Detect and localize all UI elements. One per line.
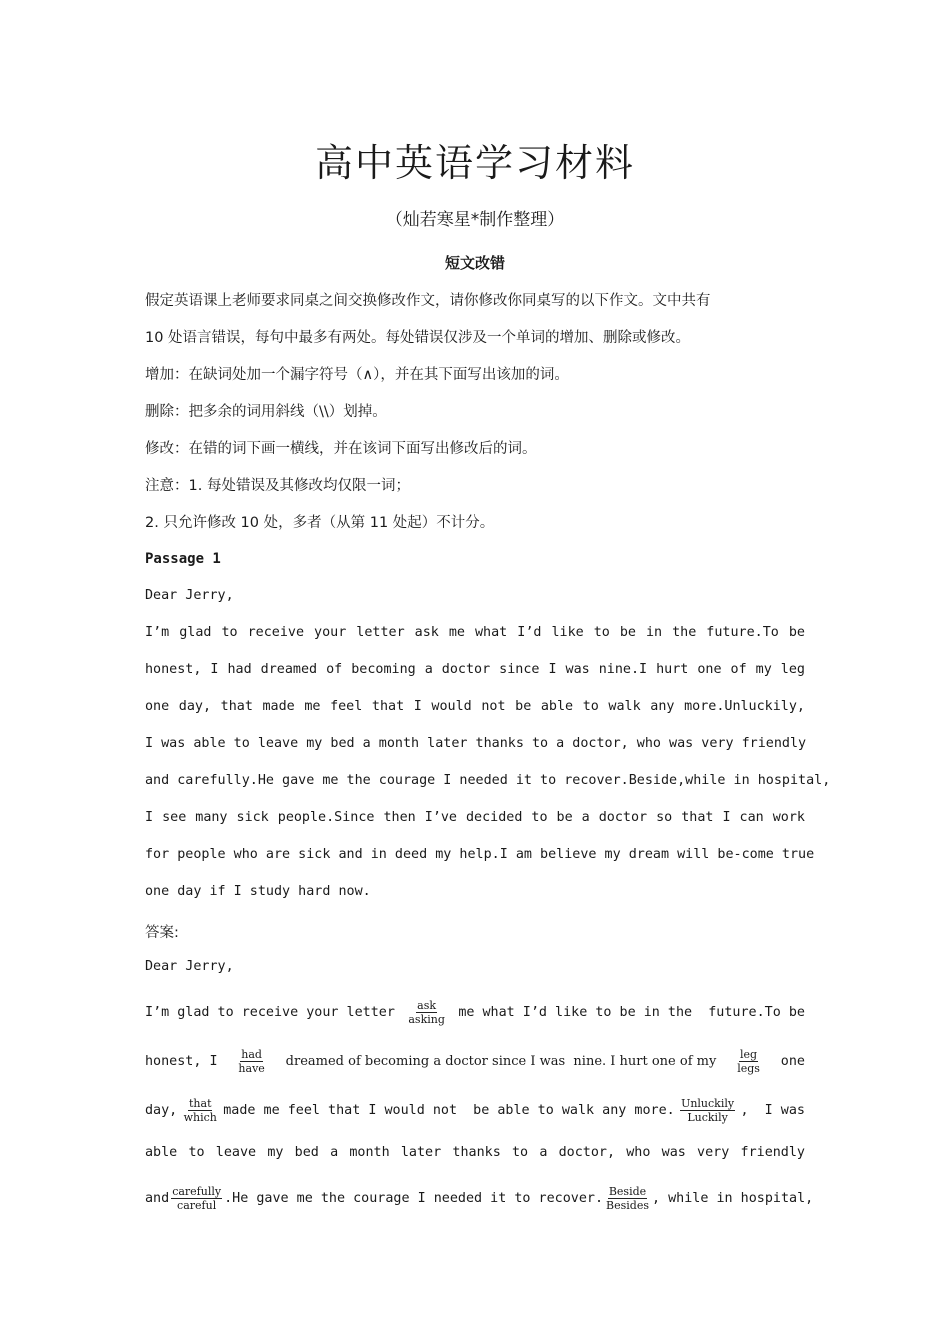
correction-right: asking — [408, 1012, 445, 1026]
correction — [183, 1097, 218, 1124]
passage-greeting: Dear Jerry, — [145, 588, 234, 603]
answer-label: 答案: — [145, 925, 179, 941]
correction-right: careful — [177, 1198, 217, 1212]
correction — [680, 1097, 735, 1124]
answer-text: , I was — [740, 1102, 805, 1118]
correction — [407, 999, 446, 1026]
passage-line: one day if I study hard now. — [145, 884, 371, 899]
page-subtitle: （灿若寒星*制作整理） — [385, 210, 565, 230]
correction-right: which — [183, 1110, 217, 1124]
answer-text: made me feel that I would not be able to walk any more. — [223, 1102, 675, 1118]
answer-line — [145, 1090, 805, 1130]
instruction-line: 2. 只允许修改 10 处，多者（从第 11 处起）不计分。 — [145, 515, 495, 531]
answer-text: honest, I — [145, 1053, 218, 1069]
passage-title: Passage 1 — [145, 551, 221, 567]
answer-line: able to leave my bed a month later thanks to a doctor, who was very friendly — [145, 1145, 805, 1160]
instruction-line: 注意：1. 每处错误及其修改均仅限一词； — [145, 478, 410, 494]
answer-line — [145, 1178, 814, 1218]
correction-wrong: carefully — [172, 1184, 222, 1198]
passage-line: one day, that made me feel that I would not be able to walk any more.Unluckily, — [145, 699, 805, 714]
correction-right: legs — [737, 1061, 760, 1075]
correction-wrong: Unluckily — [681, 1096, 735, 1110]
correction-wrong: had — [241, 1047, 262, 1061]
answer-text: , while in hospital, — [651, 1190, 814, 1206]
answer-text: me what I’d like to be in the future.To be — [458, 1004, 805, 1020]
answer-text: day, — [145, 1102, 178, 1118]
correction-wrong: that — [189, 1096, 212, 1110]
instruction-line: 10 处语言错误，每句中最多有两处。每处错误仅涉及一个单词的增加、删除或修改。 — [145, 330, 691, 346]
answer-line — [145, 1041, 805, 1081]
correction-right: Luckily — [687, 1110, 728, 1124]
passage-line: I see many sick people.Since then I’ve decided to be a doctor so that I can work — [145, 810, 805, 825]
section-heading: 短文改错 — [444, 254, 505, 272]
answer-line — [145, 992, 805, 1032]
passage-line: I was able to leave my bed a month later thanks to a doctor, who was very friendly — [145, 736, 807, 751]
correction — [237, 1048, 265, 1075]
answer-greeting: Dear Jerry, — [145, 959, 234, 974]
passage-line: for people who are sick and in deed my help.I am believe my dream will be-come true — [145, 847, 815, 862]
instruction-line: 假定英语课上老师要求同桌之间交换修改作文，请你修改你同桌写的以下作文。文中共有 — [145, 293, 711, 309]
correction-right: Besides — [606, 1198, 649, 1212]
correction — [171, 1185, 222, 1212]
correction-wrong: leg — [740, 1047, 758, 1061]
passage-line: I’m glad to receive your letter ask me what I’d like to be in the future.To be — [145, 625, 805, 640]
passage-line: honest, I had dreamed of becoming a doctor since I was nine.I hurt one of my leg — [145, 662, 805, 677]
correction-right: have — [238, 1061, 265, 1075]
answer-text: I’m glad to receive your letter — [145, 1004, 395, 1020]
passage-line: and carefully.He gave me the courage I needed it to recover.Beside,while in hospital, — [145, 773, 831, 788]
answer-text: dreamed of becoming a doctor since I was nine. I hurt one of my — [285, 1053, 717, 1069]
correction — [605, 1185, 650, 1212]
instruction-line: 删除：把多余的词用斜线（\\）划掉。 — [145, 404, 387, 420]
correction — [736, 1048, 761, 1075]
correction-wrong: Beside — [608, 1184, 647, 1198]
answer-text: and — [145, 1190, 170, 1206]
page-title: 高中英语学习材料 — [314, 141, 635, 185]
instruction-line: 增加：在缺词处加一个漏字符号（∧），并在其下面写出该加的词。 — [145, 367, 569, 383]
answer-text: .He gave me the courage I needed it to recover. — [224, 1190, 604, 1206]
instruction-line: 修改：在错的词下画一横线，并在该词下面写出修改后的词。 — [145, 441, 537, 457]
correction-wrong: ask — [417, 998, 437, 1012]
answer-text: one — [780, 1053, 805, 1069]
